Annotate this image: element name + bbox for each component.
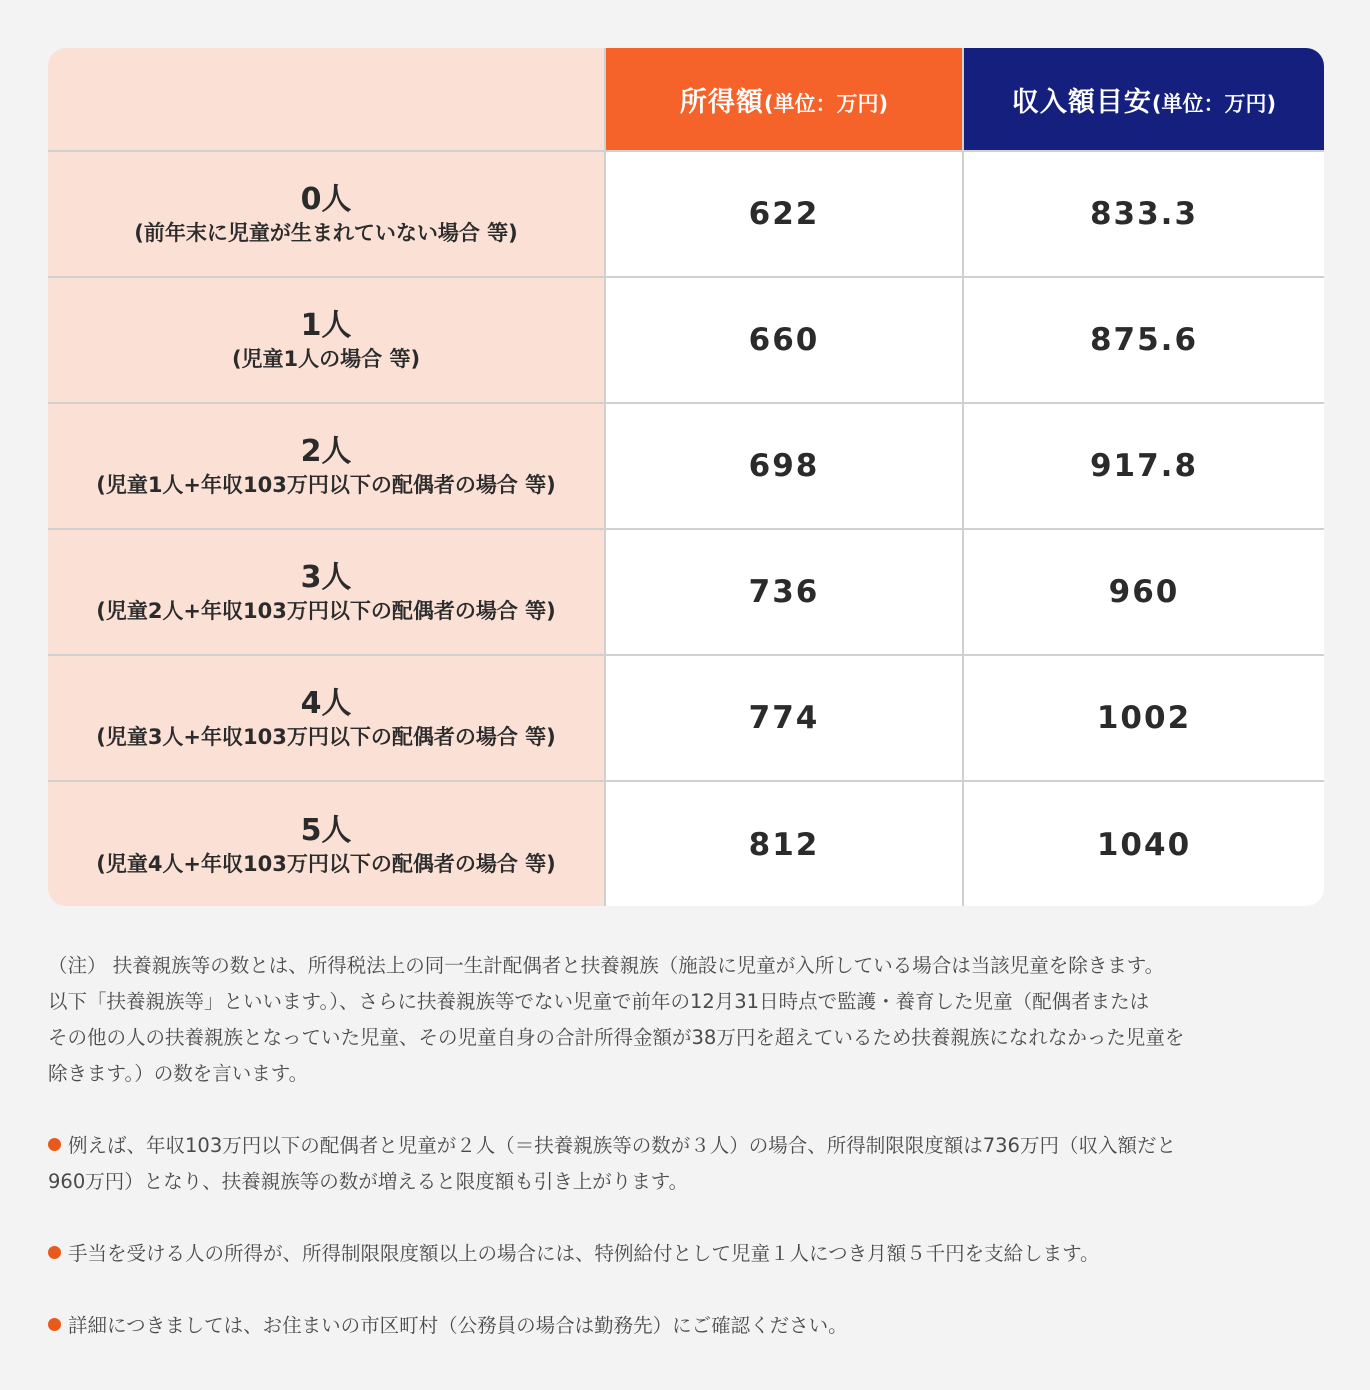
note-line: 以下「扶養親族等」といいます。）、さらに扶養親族等でない児童で前年の12月31日時点で監護・養育した児童（配偶者または (48, 990, 1150, 1013)
table-row (48, 655, 1324, 781)
revenue-value: 1040 (963, 781, 1324, 906)
dependents-cell (48, 277, 605, 403)
table-row (48, 277, 1324, 403)
dependents-cell (48, 781, 605, 906)
header-corner-cell (48, 48, 605, 151)
revenue-value: 960 (963, 529, 1324, 655)
note-line: 除きます。）の数を言います。 (48, 1062, 309, 1085)
table-header-row (48, 48, 1324, 151)
income-limit-table (48, 48, 1324, 906)
income-value: 774 (605, 655, 963, 781)
income-limit-table-container (48, 48, 1324, 906)
dependents-description: (児童1人の場合 等) (231, 347, 421, 371)
dependents-description: (前年末に児童が生まれていない場合 等) (134, 221, 518, 245)
dependents-count: 0人 (300, 182, 352, 217)
dependents-cell (48, 151, 605, 277)
dependents-count: 4人 (300, 686, 352, 721)
dependents-count: 5人 (300, 812, 352, 848)
income-value: 660 (605, 277, 963, 403)
income-value: 698 (605, 403, 963, 529)
bullet-item (48, 1128, 1328, 1164)
note-line: （注） 扶養親族等の数とは、所得税法上の同一生計配偶者と扶養親族（施設に児童が入所している場合は当該児童を除きます。 (48, 954, 1165, 977)
bullet-item-continued: 960万円）となり、扶養親族等の数が増えると限度額も引き上がります。 (48, 1170, 689, 1193)
income-value: 812 (605, 781, 963, 906)
bullet-dot-icon (48, 1138, 61, 1151)
table-row (48, 151, 1324, 277)
revenue-value: 875.6 (963, 277, 1324, 403)
bullet-item (48, 1236, 1328, 1272)
bullet-dot-icon (48, 1318, 61, 1331)
header-revenue-unit: (単位：万円) (1151, 91, 1277, 116)
dependents-description: (児童3人+年収103万円以下の配偶者の場合 等) (96, 725, 556, 749)
dependents-count: 1人 (300, 308, 352, 343)
income-value: 736 (605, 529, 963, 655)
dependents-cell (48, 529, 605, 655)
bullet-text: 手当を受ける人の所得が、所得制限限度額以上の場合には、特例給付として児童１人につき月額５千円を支給します。 (68, 1242, 1100, 1265)
table-row (48, 529, 1324, 655)
dependents-count: 3人 (300, 560, 352, 595)
dependents-cell (48, 655, 605, 781)
revenue-value: 917.8 (963, 403, 1324, 529)
revenue-value: 833.3 (963, 151, 1324, 277)
bullet-text: 詳細につきましては、お住まいの市区町村（公務員の場合は勤務先）にご確認ください。 (68, 1314, 848, 1337)
header-revenue (963, 48, 1324, 151)
note-line: その他の人の扶養親族となっていた児童、その児童自身の合計所得金額が38万円を超えているため扶養親族になれなかった児童を (48, 1026, 1185, 1049)
dependents-cell (48, 403, 605, 529)
dependents-count: 2人 (300, 434, 352, 469)
bullet-dot-icon (48, 1246, 61, 1259)
notes-section (48, 948, 1328, 1344)
header-income-label: 所得額 (679, 86, 764, 118)
table-row (48, 781, 1324, 906)
header-revenue-label: 収入額目安 (1011, 86, 1152, 118)
dependents-description: (児童1人+年収103万円以下の配偶者の場合 等) (96, 473, 556, 497)
bullet-text: 例えば、年収103万円以下の配偶者と児童が２人（＝扶養親族等の数が３人）の場合、所得制限限度額は736万円（収入額だと (68, 1134, 1176, 1157)
revenue-value: 1002 (963, 655, 1324, 781)
bullet-item (48, 1308, 1328, 1344)
dependents-description: (児童4人+年収103万円以下の配偶者の場合 等) (96, 851, 556, 876)
header-income-unit: (単位：万円) (763, 91, 889, 116)
income-value: 622 (605, 151, 963, 277)
table-row (48, 403, 1324, 529)
header-income (605, 48, 963, 151)
dependents-description: (児童2人+年収103万円以下の配偶者の場合 等) (96, 599, 556, 623)
